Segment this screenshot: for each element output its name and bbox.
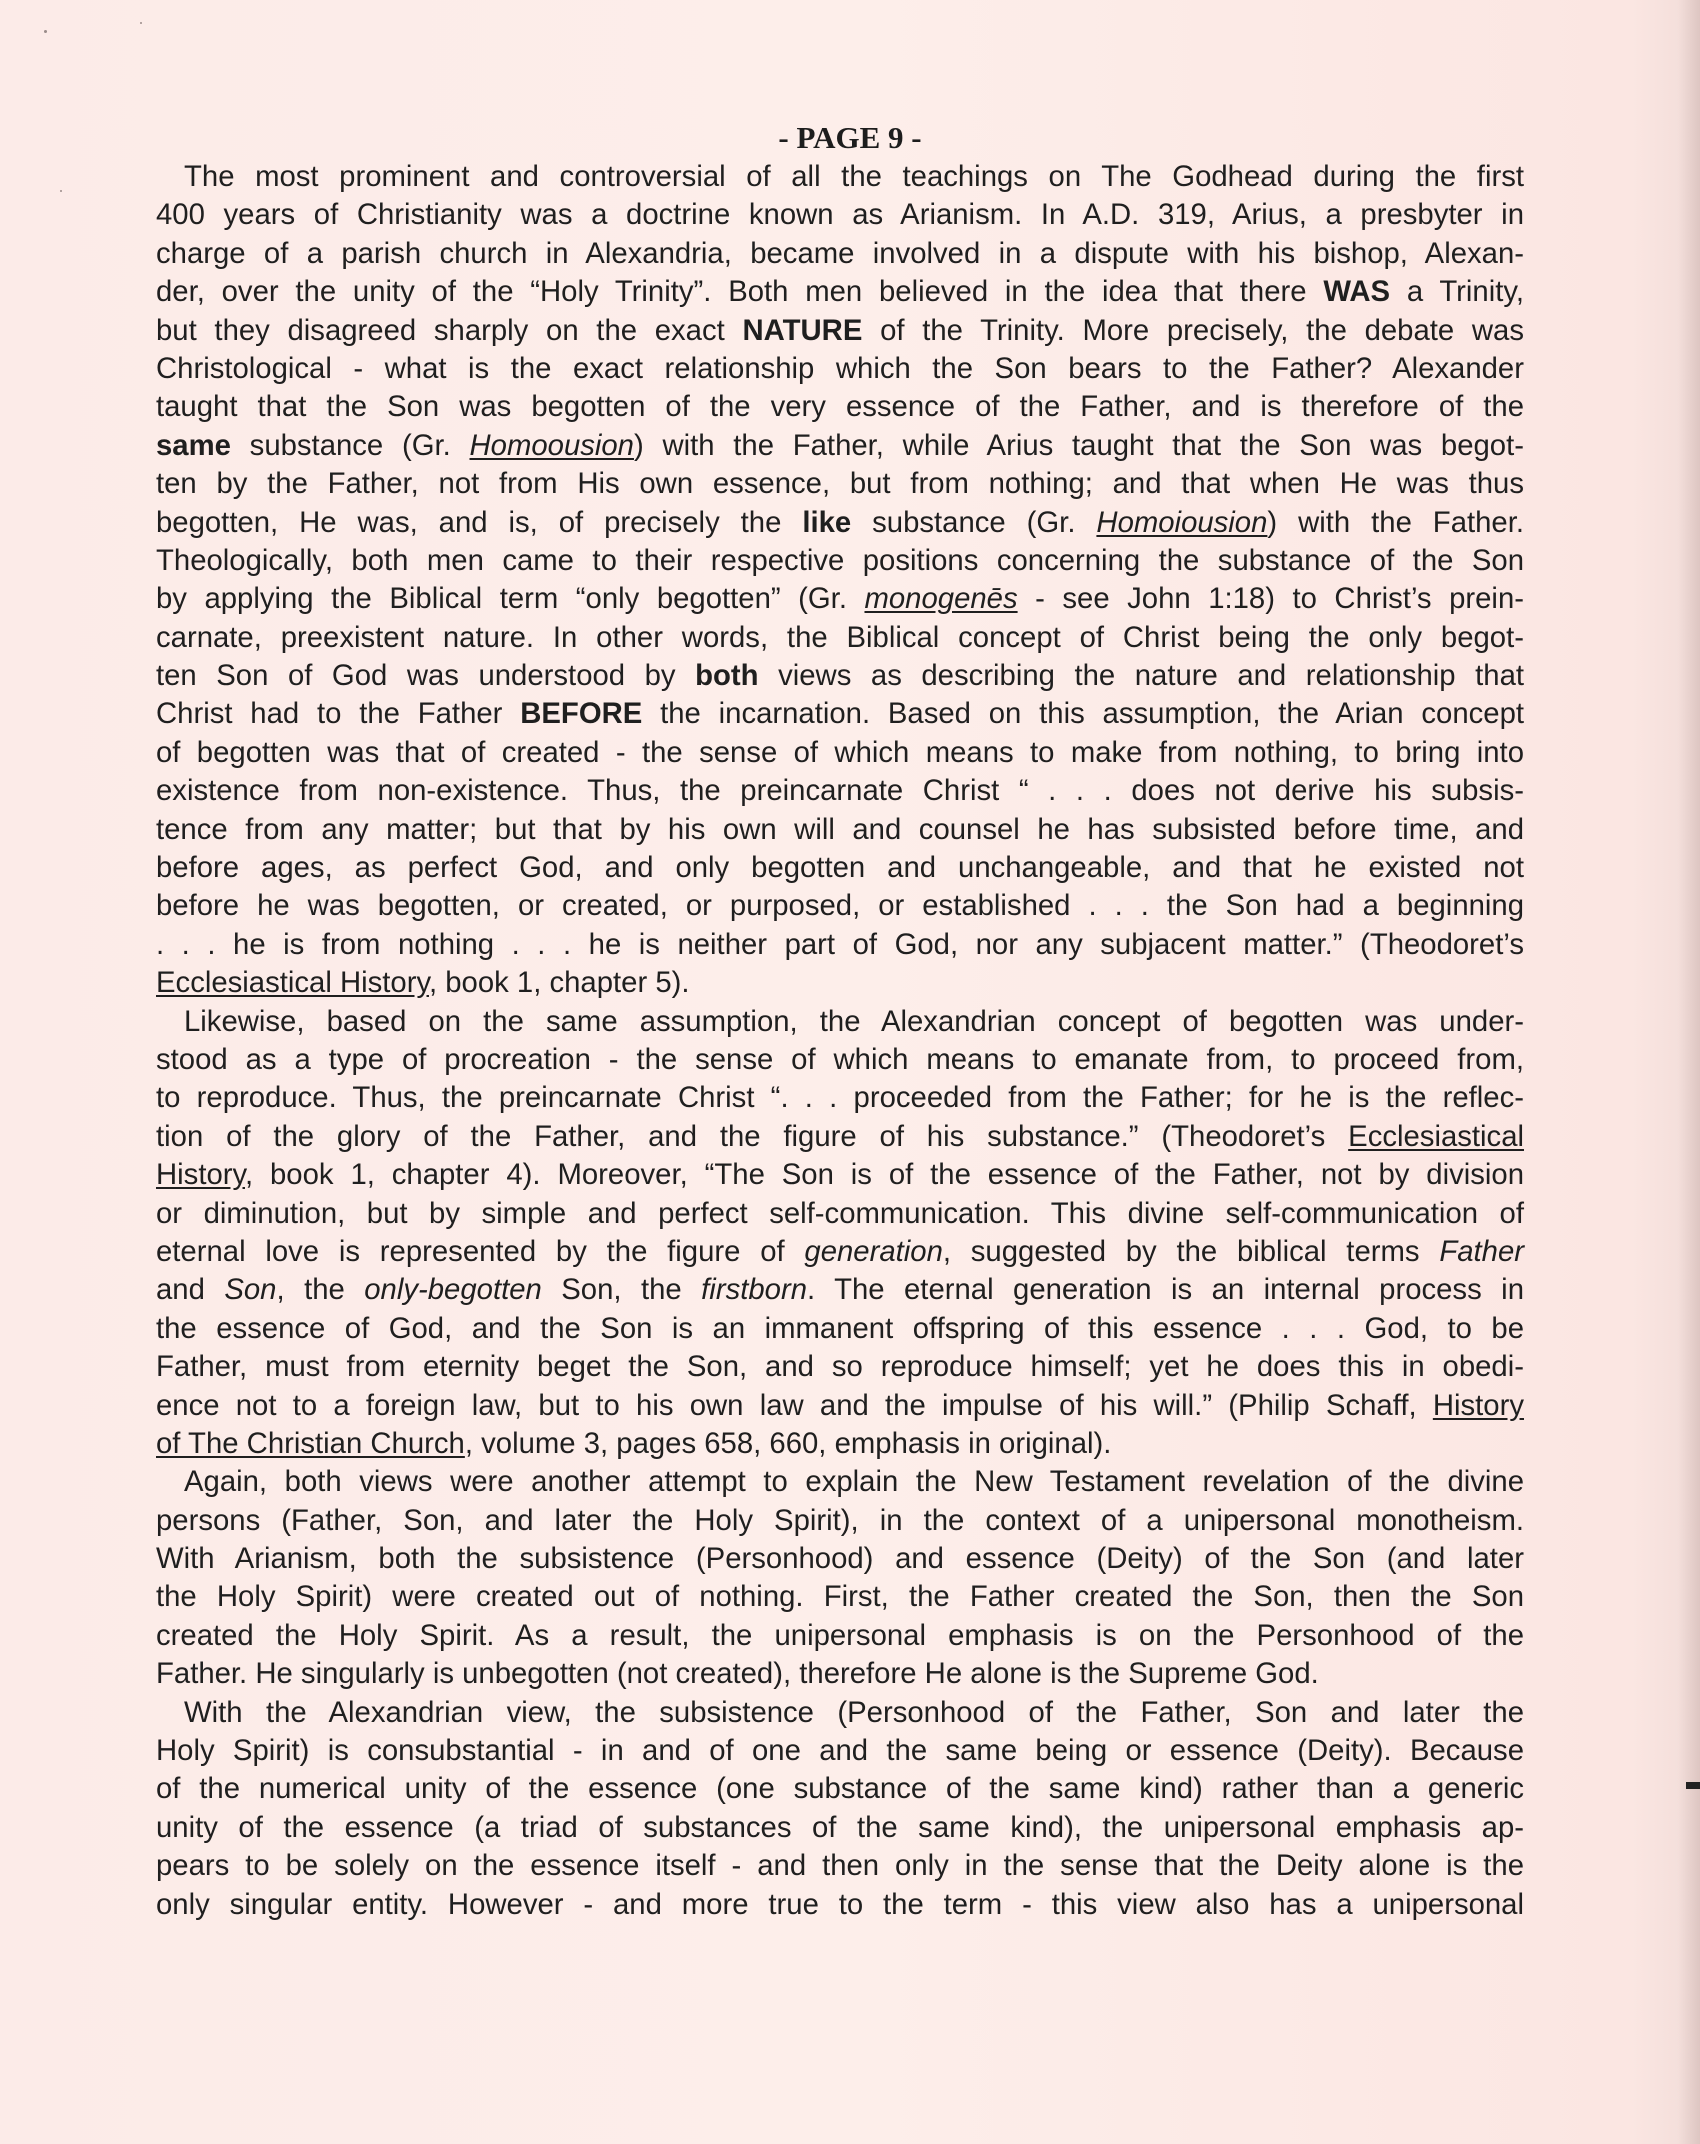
text-segment: , book 1, chapter 4). Moreover, “The Son is of the essence of the Father, not by division (244, 1158, 1524, 1192)
text-segment: the Holy Spirit) were created out of nothing. First, the Father created the Son, then the Son (156, 1580, 1524, 1614)
text-segment: Homoousion (469, 428, 634, 462)
text-segment: Christ had to the Father (156, 697, 521, 731)
text-segment: History (156, 1158, 245, 1192)
text-line (156, 887, 1524, 925)
text-segment: like (802, 505, 852, 539)
text-segment: and (156, 1273, 225, 1307)
text-line (156, 1348, 1524, 1386)
text-segment: 400 years of Christianity was a doctrine known as Arianism. In A.D. 319, Arius, a presbyter in (156, 198, 1524, 232)
text-segment: both (695, 659, 759, 693)
text-segment: With the Alexandrian view, the subsistence (Personhood of the Father, Son and later the (184, 1695, 1524, 1729)
scan-speck (44, 30, 47, 33)
text-line (156, 1886, 1524, 1924)
text-segment: Likewise, based on the same assumption, the Alexandrian concept of begotten was under- (184, 1004, 1524, 1038)
text-line (156, 1502, 1524, 1540)
text-segment: existence from non-existence. Thus, the preincarnate Christ “ . . . does not derive his subsis- (156, 774, 1524, 808)
text-line (156, 1463, 1524, 1501)
text-segment: substance (Gr. (230, 428, 470, 462)
text-line (156, 1118, 1524, 1156)
text-segment: generation (804, 1234, 943, 1268)
text-line (156, 964, 1524, 1002)
text-segment: Homoiousion (1096, 505, 1268, 539)
text-segment: Son, the (541, 1273, 702, 1307)
text-segment: unity of the essence (a triad of substances of the same kind), the unipersonal emphasis ap- (156, 1810, 1524, 1844)
text-line (156, 427, 1524, 465)
text-segment: - see John 1:18) to Christ’s prein- (1017, 582, 1524, 616)
text-segment: WAS (1323, 275, 1391, 309)
text-segment: BEFORE (520, 697, 643, 731)
text-segment: Ecclesiastical History (156, 966, 429, 1000)
text-segment: monogenēs (864, 582, 1018, 616)
text-line (156, 1310, 1524, 1348)
text-line (156, 235, 1524, 273)
text-line (156, 1156, 1524, 1194)
text-line (156, 1655, 1524, 1693)
text-line (156, 1732, 1524, 1770)
text-segment: a Trinity, (1390, 275, 1524, 309)
text-segment: taught that the Son was begotten of the very essence of the Father, and is therefore of the (156, 390, 1524, 424)
text-segment: History (1432, 1388, 1524, 1422)
text-segment: charge of a parish church in Alexandria, became involved in a dispute with his bishop, Alexan- (156, 236, 1524, 270)
text-segment: Father. He singularly is unbegotten (not created), therefore He alone is the Supreme God. (156, 1657, 1319, 1691)
text-line (156, 350, 1524, 388)
text-line (156, 196, 1524, 234)
text-line (156, 1770, 1524, 1808)
text-line (156, 1540, 1524, 1578)
text-line (156, 811, 1524, 849)
text-line (156, 1041, 1524, 1079)
text-line (156, 1847, 1524, 1885)
text-segment: the essence of God, and the Son is an immanent offspring of this essence . . . God, to be (156, 1311, 1524, 1345)
text-line (156, 1694, 1524, 1732)
text-segment: substance (Gr. (851, 505, 1097, 539)
text-line (156, 772, 1524, 810)
body-text (156, 158, 1524, 1924)
text-segment: same (156, 428, 231, 462)
text-line (156, 1003, 1524, 1041)
text-segment: of begotten was that of created - the sense of which means to make from nothing, to bring into (156, 735, 1524, 769)
text-segment: before ages, as perfect God, and only begotten and unchangeable, and that he existed not (156, 851, 1524, 885)
text-segment: NATURE (742, 313, 863, 347)
text-segment: Again, both views were another attempt to explain the New Testament revelation of the divine (184, 1465, 1524, 1499)
text-segment: of The Christian Church (156, 1426, 465, 1460)
text-segment: ) with the Father, while Arius taught that the Son was begot- (633, 428, 1524, 462)
text-line (156, 1079, 1524, 1117)
text-line (156, 734, 1524, 772)
text-segment: With Arianism, both the subsistence (Personhood) and essence (Deity) of the Son (and later (156, 1542, 1524, 1576)
text-line (156, 1195, 1524, 1233)
text-segment: to reproduce. Thus, the preincarnate Christ “. . . proceeded from the Father; for he is the reflec- (156, 1081, 1524, 1115)
text-segment: stood as a type of procreation - the sense of which means to emanate from, to proceed from, (156, 1042, 1524, 1076)
text-line (156, 849, 1524, 887)
text-line (156, 312, 1524, 350)
text-segment: Son (224, 1273, 277, 1307)
text-segment: by applying the Biblical term “only begotten” (Gr. (156, 582, 865, 616)
page-edge-shadow (1678, 0, 1700, 2144)
text-segment: tion of the glory of the Father, and the figure of his substance.” (Theodoret’s (156, 1119, 1349, 1153)
text-segment: but they disagreed sharply on the exact (156, 313, 743, 347)
text-line (156, 465, 1524, 503)
text-segment: der, over the unity of the “Holy Trinity”. Both men believed in the idea that there (156, 275, 1324, 309)
text-segment: firstborn (701, 1273, 808, 1307)
text-segment: , volume 3, pages 658, 660, emphasis in original). (464, 1426, 1112, 1460)
text-segment: before he was begotten, or created, or purposed, or established . . . the Son had a beginning (156, 889, 1524, 923)
text-segment: of the numerical unity of the essence (one substance of the same kind) rather than a generic (156, 1772, 1524, 1806)
text-line (156, 1425, 1524, 1463)
text-segment: or diminution, but by simple and perfect self-communication. This divine self-communication of (156, 1196, 1524, 1230)
page-title: - PAGE 9 - (778, 120, 922, 155)
text-segment: carnate, preexistent nature. In other words, the Biblical concept of Christ being the only begot- (156, 620, 1524, 654)
text-segment: The most prominent and controversial of all the teachings on The Godhead during the first (184, 160, 1524, 193)
scan-speck (140, 22, 142, 24)
text-segment: tence from any matter; but that by his own will and counsel he has subsisted before time, and (156, 812, 1524, 846)
text-segment: Ecclesiastical (1348, 1119, 1524, 1153)
scan-speck (60, 190, 62, 192)
text-line (156, 695, 1524, 733)
text-segment: created the Holy Spirit. As a result, the unipersonal emphasis is on the Personhood of the (156, 1618, 1524, 1652)
text-line (156, 1271, 1524, 1309)
text-segment: , book 1, chapter 5). (428, 966, 690, 1000)
text-line (156, 504, 1524, 542)
text-line (156, 1578, 1524, 1616)
text-segment: ten Son of God was understood by (156, 659, 696, 693)
text-segment: Father, must from eternity beget the Son, and so reproduce himself; yet he does this in obedi- (156, 1350, 1524, 1384)
binder-clip-mark (1686, 1782, 1700, 1789)
text-line (156, 1387, 1524, 1425)
text-segment: , the (276, 1273, 365, 1307)
text-segment: Christological - what is the exact relationship which the Son bears to the Father? Alexander (156, 351, 1524, 385)
text-segment: only singular entity. However - and more true to the term - this view also has a unipersonal (156, 1887, 1524, 1921)
text-segment: ) with the Father. (1267, 505, 1524, 539)
text-segment: pears to be solely on the essence itself - and then only in the sense that the Deity alone is the (156, 1849, 1524, 1883)
text-segment: eternal love is represented by the figure of (156, 1234, 805, 1268)
text-line (156, 388, 1524, 426)
text-segment: Father (1439, 1234, 1525, 1268)
text-segment: of the Trinity. More precisely, the debate was (862, 313, 1524, 347)
text-segment: , suggested by the biblical terms (942, 1234, 1440, 1268)
text-segment: views as describing the nature and relationship that (758, 659, 1525, 693)
text-segment: the incarnation. Based on this assumption, the Arian concept (642, 697, 1525, 731)
text-segment: Holy Spirit) is consubstantial - in and of one and the same being or essence (Deity). Because (156, 1734, 1524, 1768)
text-segment: ence not to a foreign law, but to his own law and the impulse of his will.” (Philip Schaff, (156, 1388, 1433, 1422)
text-segment: Theologically, both men came to their respective positions concerning the substance of the Son (156, 543, 1524, 577)
text-line (156, 158, 1524, 196)
text-segment: only-begotten (364, 1273, 542, 1307)
text-segment: ten by the Father, not from His own essence, but from nothing; and that when He was thus (156, 467, 1524, 501)
text-segment: . The eternal generation is an internal process in (807, 1273, 1524, 1307)
text-line (156, 926, 1524, 964)
text-line (156, 273, 1524, 311)
text-line (156, 1233, 1524, 1271)
text-line (156, 542, 1524, 580)
text-line (156, 1809, 1524, 1847)
text-line (156, 1617, 1524, 1655)
text-segment: begotten, He was, and is, of precisely the (156, 505, 803, 539)
text-line (156, 657, 1524, 695)
text-line (156, 619, 1524, 657)
text-segment: persons (Father, Son, and later the Holy Spirit), in the context of a unipersonal monotheism. (156, 1503, 1524, 1537)
text-segment: . . . he is from nothing . . . he is neither part of God, nor any subjacent matter.” (Theodoret’s (156, 927, 1524, 961)
text-line (156, 580, 1524, 618)
